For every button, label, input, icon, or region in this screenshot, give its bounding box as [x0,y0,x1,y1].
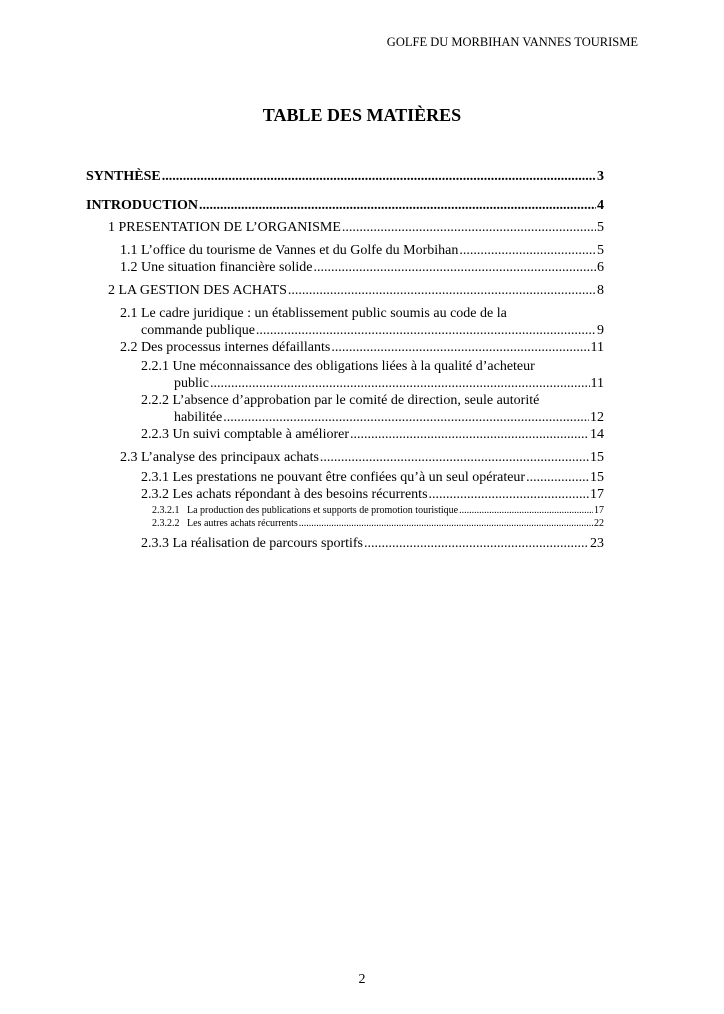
toc-entry-label: 2.3.2.2 Les autres achats récurrents [152,518,298,529]
toc-entry-label: 2.2.2 L’absence d’approbation par le comité de direction, seule autorité [141,393,540,408]
toc-entry-label-continued: public [174,376,209,391]
toc-page-number: 8 [597,283,604,298]
toc-page-number: 15 [590,470,604,485]
toc-entry-label: 2.3.1 Les prestations ne pouvant être confiées qu’à un seul opérateur [141,470,526,485]
toc-entry-label: 2.1 Le cadre juridique : un établissement public soumis au code de la [120,306,507,321]
toc-page-number: 22 [594,518,604,529]
dot-leader [288,282,596,299]
toc-entry-introduction[interactable] [86,197,604,214]
toc-entry-2-2[interactable] [120,339,604,356]
toc-entry-2-3[interactable] [120,449,604,466]
toc-entry-label-continued: habilitée [174,410,223,425]
dot-leader [459,242,596,259]
toc-entry-2-2-1[interactable] [141,358,604,392]
toc-entry-label: 2.3.2 Les achats répondant à des besoins récurrents [141,487,428,502]
running-header: GOLFE DU MORBIHAN VANNES TOURISME [386,35,638,49]
dot-leader [223,409,589,426]
toc-entry-2-3-1[interactable] [141,469,604,486]
dot-leader [320,449,589,466]
dot-leader [526,469,589,486]
toc-page-number: 12 [590,410,604,425]
toc-page-number: 14 [590,427,604,442]
toc-entry-label: 2.3.3 La réalisation de parcours sportifs [141,536,363,551]
page-number: 2 [358,972,366,987]
dot-leader [350,426,589,443]
toc-entry-2-1[interactable] [120,305,604,339]
toc-entry-presentation[interactable] [108,219,604,236]
toc-entry-label: INTRODUCTION [86,198,199,213]
toc-entry-label: 1 PRESENTATION DE L’ORGANISME [108,220,341,235]
toc-page-number: 15 [590,450,604,465]
toc-entry-label: 2.2.3 Un suivi comptable à améliorer [141,427,349,442]
dot-leader [429,486,589,503]
toc-entry-label-continued: commande publique [141,323,255,338]
dot-leader [210,375,590,392]
toc-page-number: 5 [597,243,604,258]
toc-entry-label: SYNTHÈSE [86,169,161,184]
dot-leader [199,197,596,214]
toc-entry-label: 2.2 Des processus internes défaillants [120,340,331,355]
toc-entry-1-1[interactable] [120,242,604,259]
page-title: TABLE DES MATIÈRES [262,105,462,125]
toc-entry-label: 1.1 L’office du tourisme de Vannes et du Golfe du Morbihan [120,243,459,258]
toc-page-number: 6 [597,260,604,275]
toc-page-number: 11 [590,340,604,355]
dot-leader [299,517,593,530]
toc-page-number: 11 [590,376,604,391]
toc-entry-synthese[interactable] [86,168,604,185]
toc-page-number: 3 [597,169,604,184]
dot-leader [256,322,596,339]
toc-entry-label: 2.2.1 Une méconnaissance des obligations liées à la qualité d’acheteur [141,359,535,374]
toc-entry-label: 1.2 Une situation financière solide [120,260,313,275]
toc-entry-label: 2 LA GESTION DES ACHATS [108,283,287,298]
toc-page-number: 4 [597,198,604,213]
dot-leader [162,168,596,185]
toc-entry-2-2-2[interactable] [141,392,604,426]
toc-page-number: 17 [594,505,604,516]
toc-page-number: 5 [597,220,604,235]
toc-entry-2-3-2-1[interactable] [152,504,604,517]
dot-leader [459,504,593,517]
dot-leader [331,339,589,356]
dot-leader [342,219,596,236]
toc-entry-2-2-3[interactable] [141,426,604,443]
toc-entry-gestion-achats[interactable] [108,282,604,299]
toc-entry-2-3-2-2[interactable] [152,517,604,530]
toc-entry-label: 2.3 L’analyse des principaux achats [120,450,319,465]
toc-entry-2-3-3[interactable] [141,535,604,552]
toc-page-number: 9 [597,323,604,338]
dot-leader [364,535,589,552]
dot-leader [313,259,596,276]
toc-page-number: 23 [590,536,604,551]
toc-entry-2-3-2[interactable] [141,486,604,503]
toc-page-number: 17 [590,487,604,502]
toc-entry-1-2[interactable] [120,259,604,276]
toc-entry-label: 2.3.2.1 La production des publications et supports de promotion touristique [152,505,459,516]
